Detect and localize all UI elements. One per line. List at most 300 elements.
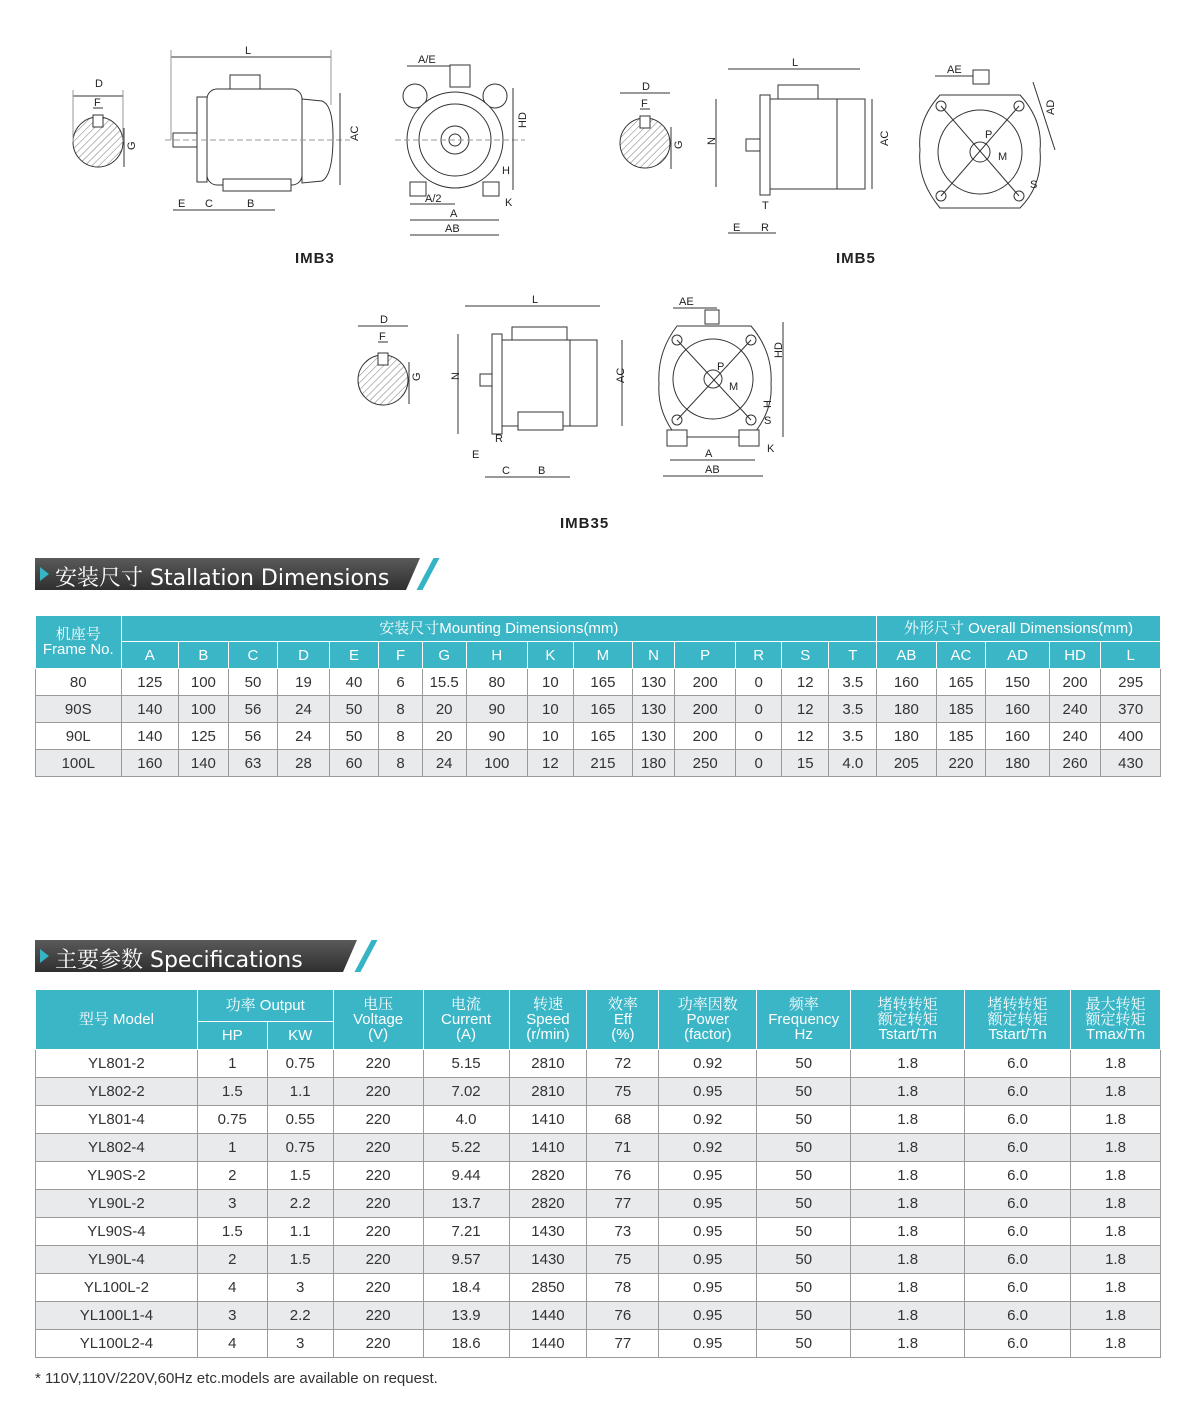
table-cell: 0.75 [267, 1050, 333, 1078]
table-cell: 1.5 [197, 1218, 267, 1246]
tmax-header: 最大转矩 额定转矩 Tmax/Tn [1070, 990, 1160, 1050]
table-cell: 160 [986, 723, 1049, 750]
table-cell: 220 [333, 1274, 423, 1302]
slash-decoration [354, 940, 377, 972]
table-cell: 50 [329, 723, 379, 750]
table-cell: 430 [1101, 750, 1161, 777]
table-cell: 20 [422, 696, 466, 723]
drawing-label-imb5: IMB5 [836, 250, 876, 267]
svg-text:S: S [764, 415, 772, 427]
frame-cell: 90L [36, 723, 122, 750]
table-cell: 1.8 [851, 1246, 965, 1274]
table-cell: 200 [1049, 669, 1101, 696]
table-cell: 75 [587, 1246, 659, 1274]
table-cell: 130 [633, 723, 675, 750]
dim-label: D [95, 78, 103, 90]
table-cell: 2810 [509, 1078, 587, 1106]
table-cell: 6.0 [965, 1162, 1071, 1190]
table-cell: 100 [466, 750, 527, 777]
table-cell: 370 [1101, 696, 1161, 723]
table-cell: 4.0 [423, 1106, 509, 1134]
table-cell: 1.8 [1070, 1302, 1160, 1330]
table-cell: 6.0 [965, 1106, 1071, 1134]
slash-decoration [416, 558, 439, 590]
table-cell: 50 [757, 1330, 851, 1358]
model-cell: YL802-2 [36, 1078, 198, 1106]
table-cell: 3.5 [829, 696, 877, 723]
svg-text:P: P [985, 129, 993, 141]
table-cell: 150 [986, 669, 1049, 696]
table-cell: 12 [781, 669, 829, 696]
svg-text:AE: AE [947, 64, 962, 76]
table-cell: 2.2 [267, 1302, 333, 1330]
imb5-side-view-drawing [700, 55, 890, 235]
svg-text:H: H [762, 400, 774, 408]
table-cell: 130 [633, 669, 675, 696]
table-cell: 165 [573, 696, 633, 723]
table-row [36, 669, 1161, 696]
output-header: 功率 Output [197, 990, 333, 1022]
svg-text:HD: HD [773, 342, 785, 358]
svg-text:H: H [502, 165, 510, 177]
svg-text:G: G [126, 141, 138, 150]
table-cell: 3 [267, 1274, 333, 1302]
table-cell: 1 [197, 1134, 267, 1162]
table-cell: 1.8 [1070, 1190, 1160, 1218]
table-cell: 185 [936, 723, 986, 750]
table-cell: 90 [466, 696, 527, 723]
table-cell: 3.5 [829, 723, 877, 750]
tstart-header-1: 堵转转矩 额定转矩 Tstart/Tn [851, 990, 965, 1050]
table-cell: 220 [333, 1050, 423, 1078]
table-cell: 295 [1101, 669, 1161, 696]
table-cell: 1.5 [197, 1078, 267, 1106]
table-cell: 8 [379, 750, 423, 777]
table-row [36, 1218, 1161, 1246]
dimensions-table [35, 615, 1161, 777]
table-cell: 165 [573, 669, 633, 696]
model-cell: YL90S-2 [36, 1162, 198, 1190]
table-cell: 18.6 [423, 1330, 509, 1358]
table-cell: 20 [422, 723, 466, 750]
table-cell: 220 [333, 1078, 423, 1106]
table-cell: 60 [329, 750, 379, 777]
table-cell: 50 [757, 1274, 851, 1302]
table-row [36, 1190, 1161, 1218]
table-cell: 1.1 [267, 1218, 333, 1246]
table-cell: 1.8 [851, 1106, 965, 1134]
table-cell: 50 [329, 696, 379, 723]
table-cell: 0.75 [197, 1106, 267, 1134]
table-cell: 9.44 [423, 1162, 509, 1190]
table-cell: 5.15 [423, 1050, 509, 1078]
model-cell: YL90S-4 [36, 1218, 198, 1246]
column-header: L [1101, 642, 1161, 669]
svg-text:F: F [641, 98, 648, 110]
table-cell: 400 [1101, 723, 1161, 750]
table-cell: 6.0 [965, 1330, 1071, 1358]
table-cell: 1.8 [851, 1330, 965, 1358]
svg-text:AC: AC [349, 125, 361, 141]
table-cell: 140 [179, 750, 229, 777]
table-cell: 3 [267, 1330, 333, 1358]
table-cell: 1.5 [267, 1162, 333, 1190]
table-cell: 0.95 [659, 1162, 757, 1190]
imb35-shaft-section-drawing [345, 312, 445, 422]
table-cell: 24 [278, 696, 330, 723]
table-cell: 220 [936, 750, 986, 777]
svg-text:A/E: A/E [418, 54, 436, 66]
svg-text:G: G [411, 372, 423, 381]
svg-text:A: A [450, 208, 458, 220]
table-cell: 40 [329, 669, 379, 696]
svg-text:F: F [379, 331, 386, 343]
table-cell: 13.9 [423, 1302, 509, 1330]
svg-text:A: A [705, 448, 713, 460]
table-cell: 140 [121, 723, 179, 750]
table-cell: 50 [757, 1050, 851, 1078]
table-cell: 185 [936, 696, 986, 723]
speed-header: 转速 Speed (r/min) [509, 990, 587, 1050]
table-cell: 240 [1049, 696, 1101, 723]
table-cell: 3.5 [829, 669, 877, 696]
table-cell: 140 [121, 696, 179, 723]
model-cell: YL100L2-4 [36, 1330, 198, 1358]
kw-header: KW [267, 1022, 333, 1050]
table-cell: 100 [179, 696, 229, 723]
table-cell: 0.92 [659, 1106, 757, 1134]
table-cell: 50 [757, 1134, 851, 1162]
svg-text:F: F [94, 97, 101, 109]
frame-no-header: 机座号 Frame No. [36, 616, 122, 669]
frame-cell: 100L [36, 750, 122, 777]
svg-text:AB: AB [445, 223, 460, 235]
table-cell: 75 [587, 1078, 659, 1106]
table-cell: 160 [986, 696, 1049, 723]
table-row [36, 1162, 1161, 1190]
table-cell: 1.8 [851, 1302, 965, 1330]
svg-text:K: K [767, 443, 775, 455]
table-cell: 0.95 [659, 1190, 757, 1218]
table-cell: 2820 [509, 1162, 587, 1190]
table-cell: 180 [986, 750, 1049, 777]
svg-text:R: R [495, 433, 503, 445]
table-cell: 12 [781, 723, 829, 750]
table-cell: 6.0 [965, 1078, 1071, 1106]
table-cell: 0.92 [659, 1050, 757, 1078]
model-cell: YL90L-2 [36, 1190, 198, 1218]
table-cell: 220 [333, 1330, 423, 1358]
table-cell: 73 [587, 1218, 659, 1246]
table-cell: 0.75 [267, 1134, 333, 1162]
svg-text:D: D [380, 314, 388, 326]
table-cell: 68 [587, 1106, 659, 1134]
table-cell: 12 [781, 696, 829, 723]
table-cell: 0.95 [659, 1302, 757, 1330]
table-cell: 78 [587, 1274, 659, 1302]
table-row [36, 1330, 1161, 1358]
column-header: A [121, 642, 179, 669]
table-cell: 56 [228, 723, 278, 750]
table-cell: 4 [197, 1274, 267, 1302]
table-cell: 0.95 [659, 1330, 757, 1358]
table-cell: 1.8 [851, 1050, 965, 1078]
table-cell: 71 [587, 1134, 659, 1162]
section-banner-specifications [35, 940, 375, 974]
table-row [36, 1274, 1161, 1302]
table-cell: 125 [179, 723, 229, 750]
table-cell: 12 [528, 750, 574, 777]
power-factor-header: 功率因数 Power (factor) [659, 990, 757, 1050]
table-cell: 125 [121, 669, 179, 696]
imb5-shaft-section-drawing [605, 75, 705, 185]
table-cell: 15 [781, 750, 829, 777]
svg-text:M: M [729, 381, 739, 393]
svg-text:T: T [762, 200, 769, 212]
eff-header: 效率 Eff (%) [587, 990, 659, 1050]
svg-text:C: C [502, 465, 510, 477]
voltage-header: 电压 Voltage (V) [333, 990, 423, 1050]
model-cell: YL802-4 [36, 1134, 198, 1162]
table-row [36, 1050, 1161, 1078]
table-cell: 240 [1049, 723, 1101, 750]
table-cell: 160 [877, 669, 937, 696]
model-header: 型号 Model [36, 990, 198, 1050]
table-cell: 1410 [509, 1106, 587, 1134]
table-cell: 2850 [509, 1274, 587, 1302]
svg-text:AE: AE [679, 296, 694, 308]
table-cell: 165 [573, 723, 633, 750]
table-cell: 1.8 [851, 1190, 965, 1218]
drawing-label-imb35: IMB35 [560, 515, 610, 532]
table-cell: 2 [197, 1246, 267, 1274]
svg-text:C: C [205, 198, 213, 210]
column-header: HD [1049, 642, 1101, 669]
table-cell: 50 [757, 1078, 851, 1106]
tstart-header-2: 堵转转矩 额定转矩 Tstart/Tn [965, 990, 1071, 1050]
table-cell: 6.0 [965, 1246, 1071, 1274]
current-header: 电流 Current (A) [423, 990, 509, 1050]
table-cell: 130 [633, 696, 675, 723]
table-cell: 77 [587, 1190, 659, 1218]
svg-text:B: B [247, 198, 255, 210]
table-cell: 1.8 [851, 1218, 965, 1246]
table-cell: 100 [179, 669, 229, 696]
imb5-flange-view-drawing [915, 60, 1065, 230]
table-cell: 1430 [509, 1246, 587, 1274]
column-header: M [573, 642, 633, 669]
table-cell: 1.5 [267, 1246, 333, 1274]
table-cell: 6 [379, 669, 423, 696]
frequency-header: 频率 Frequency Hz [757, 990, 851, 1050]
model-cell: YL100L-2 [36, 1274, 198, 1302]
table-cell: 1 [197, 1050, 267, 1078]
imb3-shaft-section-drawing [60, 70, 160, 180]
table-cell: 200 [674, 723, 735, 750]
svg-text:AC: AC [879, 130, 891, 146]
table-cell: 28 [278, 750, 330, 777]
table-cell: 50 [757, 1106, 851, 1134]
table-cell: 2 [197, 1162, 267, 1190]
table-cell: 1.8 [851, 1078, 965, 1106]
table-cell: 0.95 [659, 1218, 757, 1246]
table-cell: 220 [333, 1246, 423, 1274]
model-cell: YL801-2 [36, 1050, 198, 1078]
hp-header: HP [197, 1022, 267, 1050]
section-title-dimensions: 安装尺寸 Stallation Dimensions [55, 566, 390, 591]
column-header: T [829, 642, 877, 669]
table-cell: 77 [587, 1330, 659, 1358]
specifications-table [35, 989, 1161, 1358]
table-cell: 8 [379, 723, 423, 750]
svg-text:AB: AB [705, 464, 720, 476]
table-cell: 220 [333, 1190, 423, 1218]
table-cell: 15.5 [422, 669, 466, 696]
table-cell: 1.8 [1070, 1246, 1160, 1274]
table-row [36, 1246, 1161, 1274]
mounting-dimensions-header: 安装尺寸Mounting Dimensions(mm) [121, 616, 877, 642]
table-cell: 1.8 [1070, 1050, 1160, 1078]
svg-text:D: D [642, 81, 650, 93]
table-cell: 6.0 [965, 1274, 1071, 1302]
model-cell: YL801-4 [36, 1106, 198, 1134]
footnote: * 110V,110V/220V,60Hz etc.models are available on request. [35, 1370, 438, 1387]
column-header: AB [877, 642, 937, 669]
table-cell: 13.7 [423, 1190, 509, 1218]
table-cell: 1430 [509, 1218, 587, 1246]
section-banner-dimensions [35, 558, 435, 592]
table-cell: 200 [674, 669, 735, 696]
table-cell: 0 [736, 750, 782, 777]
column-header: P [674, 642, 735, 669]
table-row [36, 1302, 1161, 1330]
table-cell: 180 [877, 723, 937, 750]
table-cell: 9.57 [423, 1246, 509, 1274]
table-cell: 2820 [509, 1190, 587, 1218]
table-cell: 1.8 [1070, 1106, 1160, 1134]
svg-text:N: N [450, 372, 462, 380]
table-cell: 6.0 [965, 1134, 1071, 1162]
table-cell: 10 [528, 696, 574, 723]
table-cell: 50 [757, 1162, 851, 1190]
table-cell: 250 [674, 750, 735, 777]
table-cell: 220 [333, 1302, 423, 1330]
table-cell: 56 [228, 696, 278, 723]
svg-text:S: S [1030, 179, 1038, 191]
model-cell: YL90L-4 [36, 1246, 198, 1274]
table-cell: 2810 [509, 1050, 587, 1078]
table-cell: 1440 [509, 1330, 587, 1358]
table-cell: 7.21 [423, 1218, 509, 1246]
table-cell: 50 [757, 1190, 851, 1218]
table-cell: 180 [877, 696, 937, 723]
table-cell: 72 [587, 1050, 659, 1078]
table-cell: 10 [528, 669, 574, 696]
table-cell: 0.55 [267, 1106, 333, 1134]
svg-text:AD: AD [1045, 99, 1057, 115]
svg-text:R: R [761, 222, 769, 234]
table-cell: 2.2 [267, 1190, 333, 1218]
table-cell: 220 [333, 1134, 423, 1162]
table-row [36, 1106, 1161, 1134]
frame-cell: 80 [36, 669, 122, 696]
table-cell: 4 [197, 1330, 267, 1358]
table-cell: 63 [228, 750, 278, 777]
svg-text:L: L [245, 45, 252, 57]
svg-text:E: E [178, 198, 186, 210]
imb35-front-view-drawing [655, 292, 805, 482]
table-cell: 76 [587, 1162, 659, 1190]
column-header: S [781, 642, 829, 669]
svg-text:N: N [706, 137, 718, 145]
table-cell: 215 [573, 750, 633, 777]
table-cell: 0.95 [659, 1246, 757, 1274]
arrow-icon [40, 567, 49, 581]
svg-text:HD: HD [517, 112, 529, 128]
table-cell: 1.8 [851, 1134, 965, 1162]
table-cell: 200 [674, 696, 735, 723]
column-header: H [466, 642, 527, 669]
column-header: AD [986, 642, 1049, 669]
arrow-icon [40, 949, 49, 963]
svg-text:G: G [673, 140, 685, 149]
table-cell: 220 [333, 1106, 423, 1134]
frame-cell: 90S [36, 696, 122, 723]
table-cell: 3 [197, 1190, 267, 1218]
table-cell: 1.8 [1070, 1162, 1160, 1190]
table-cell: 1.8 [851, 1274, 965, 1302]
table-cell: 7.02 [423, 1078, 509, 1106]
table-cell: 1.8 [1070, 1274, 1160, 1302]
svg-text:K: K [505, 197, 513, 209]
table-row [36, 750, 1161, 777]
table-cell: 10 [528, 723, 574, 750]
imb3-front-view-drawing [395, 50, 545, 245]
table-row [36, 1078, 1161, 1106]
imb3-side-view-drawing [165, 45, 375, 220]
svg-text:B: B [538, 465, 546, 477]
table-cell: 4.0 [829, 750, 877, 777]
svg-text:L: L [792, 57, 799, 69]
svg-text:P: P [717, 361, 725, 373]
svg-text:L: L [532, 294, 539, 306]
column-header: G [422, 642, 466, 669]
table-cell: 6.0 [965, 1190, 1071, 1218]
column-header: N [633, 642, 675, 669]
column-header: D [278, 642, 330, 669]
table-cell: 1.1 [267, 1078, 333, 1106]
table-cell: 19 [278, 669, 330, 696]
table-cell: 1.8 [1070, 1134, 1160, 1162]
table-cell: 6.0 [965, 1218, 1071, 1246]
table-cell: 3 [197, 1302, 267, 1330]
table-cell: 1.8 [1070, 1330, 1160, 1358]
table-cell: 1.8 [1070, 1078, 1160, 1106]
table-cell: 220 [333, 1218, 423, 1246]
column-header: F [379, 642, 423, 669]
table-cell: 50 [757, 1218, 851, 1246]
table-row [36, 1134, 1161, 1162]
drawing-label-imb3: IMB3 [295, 250, 335, 267]
table-cell: 50 [757, 1246, 851, 1274]
overall-dimensions-header: 外形尺寸 Overall Dimensions(mm) [877, 616, 1161, 642]
table-cell: 0.92 [659, 1134, 757, 1162]
column-header: B [179, 642, 229, 669]
table-cell: 50 [228, 669, 278, 696]
table-cell: 0.95 [659, 1274, 757, 1302]
table-cell: 76 [587, 1302, 659, 1330]
section-title-specifications: 主要参数 Specifications [55, 948, 303, 973]
